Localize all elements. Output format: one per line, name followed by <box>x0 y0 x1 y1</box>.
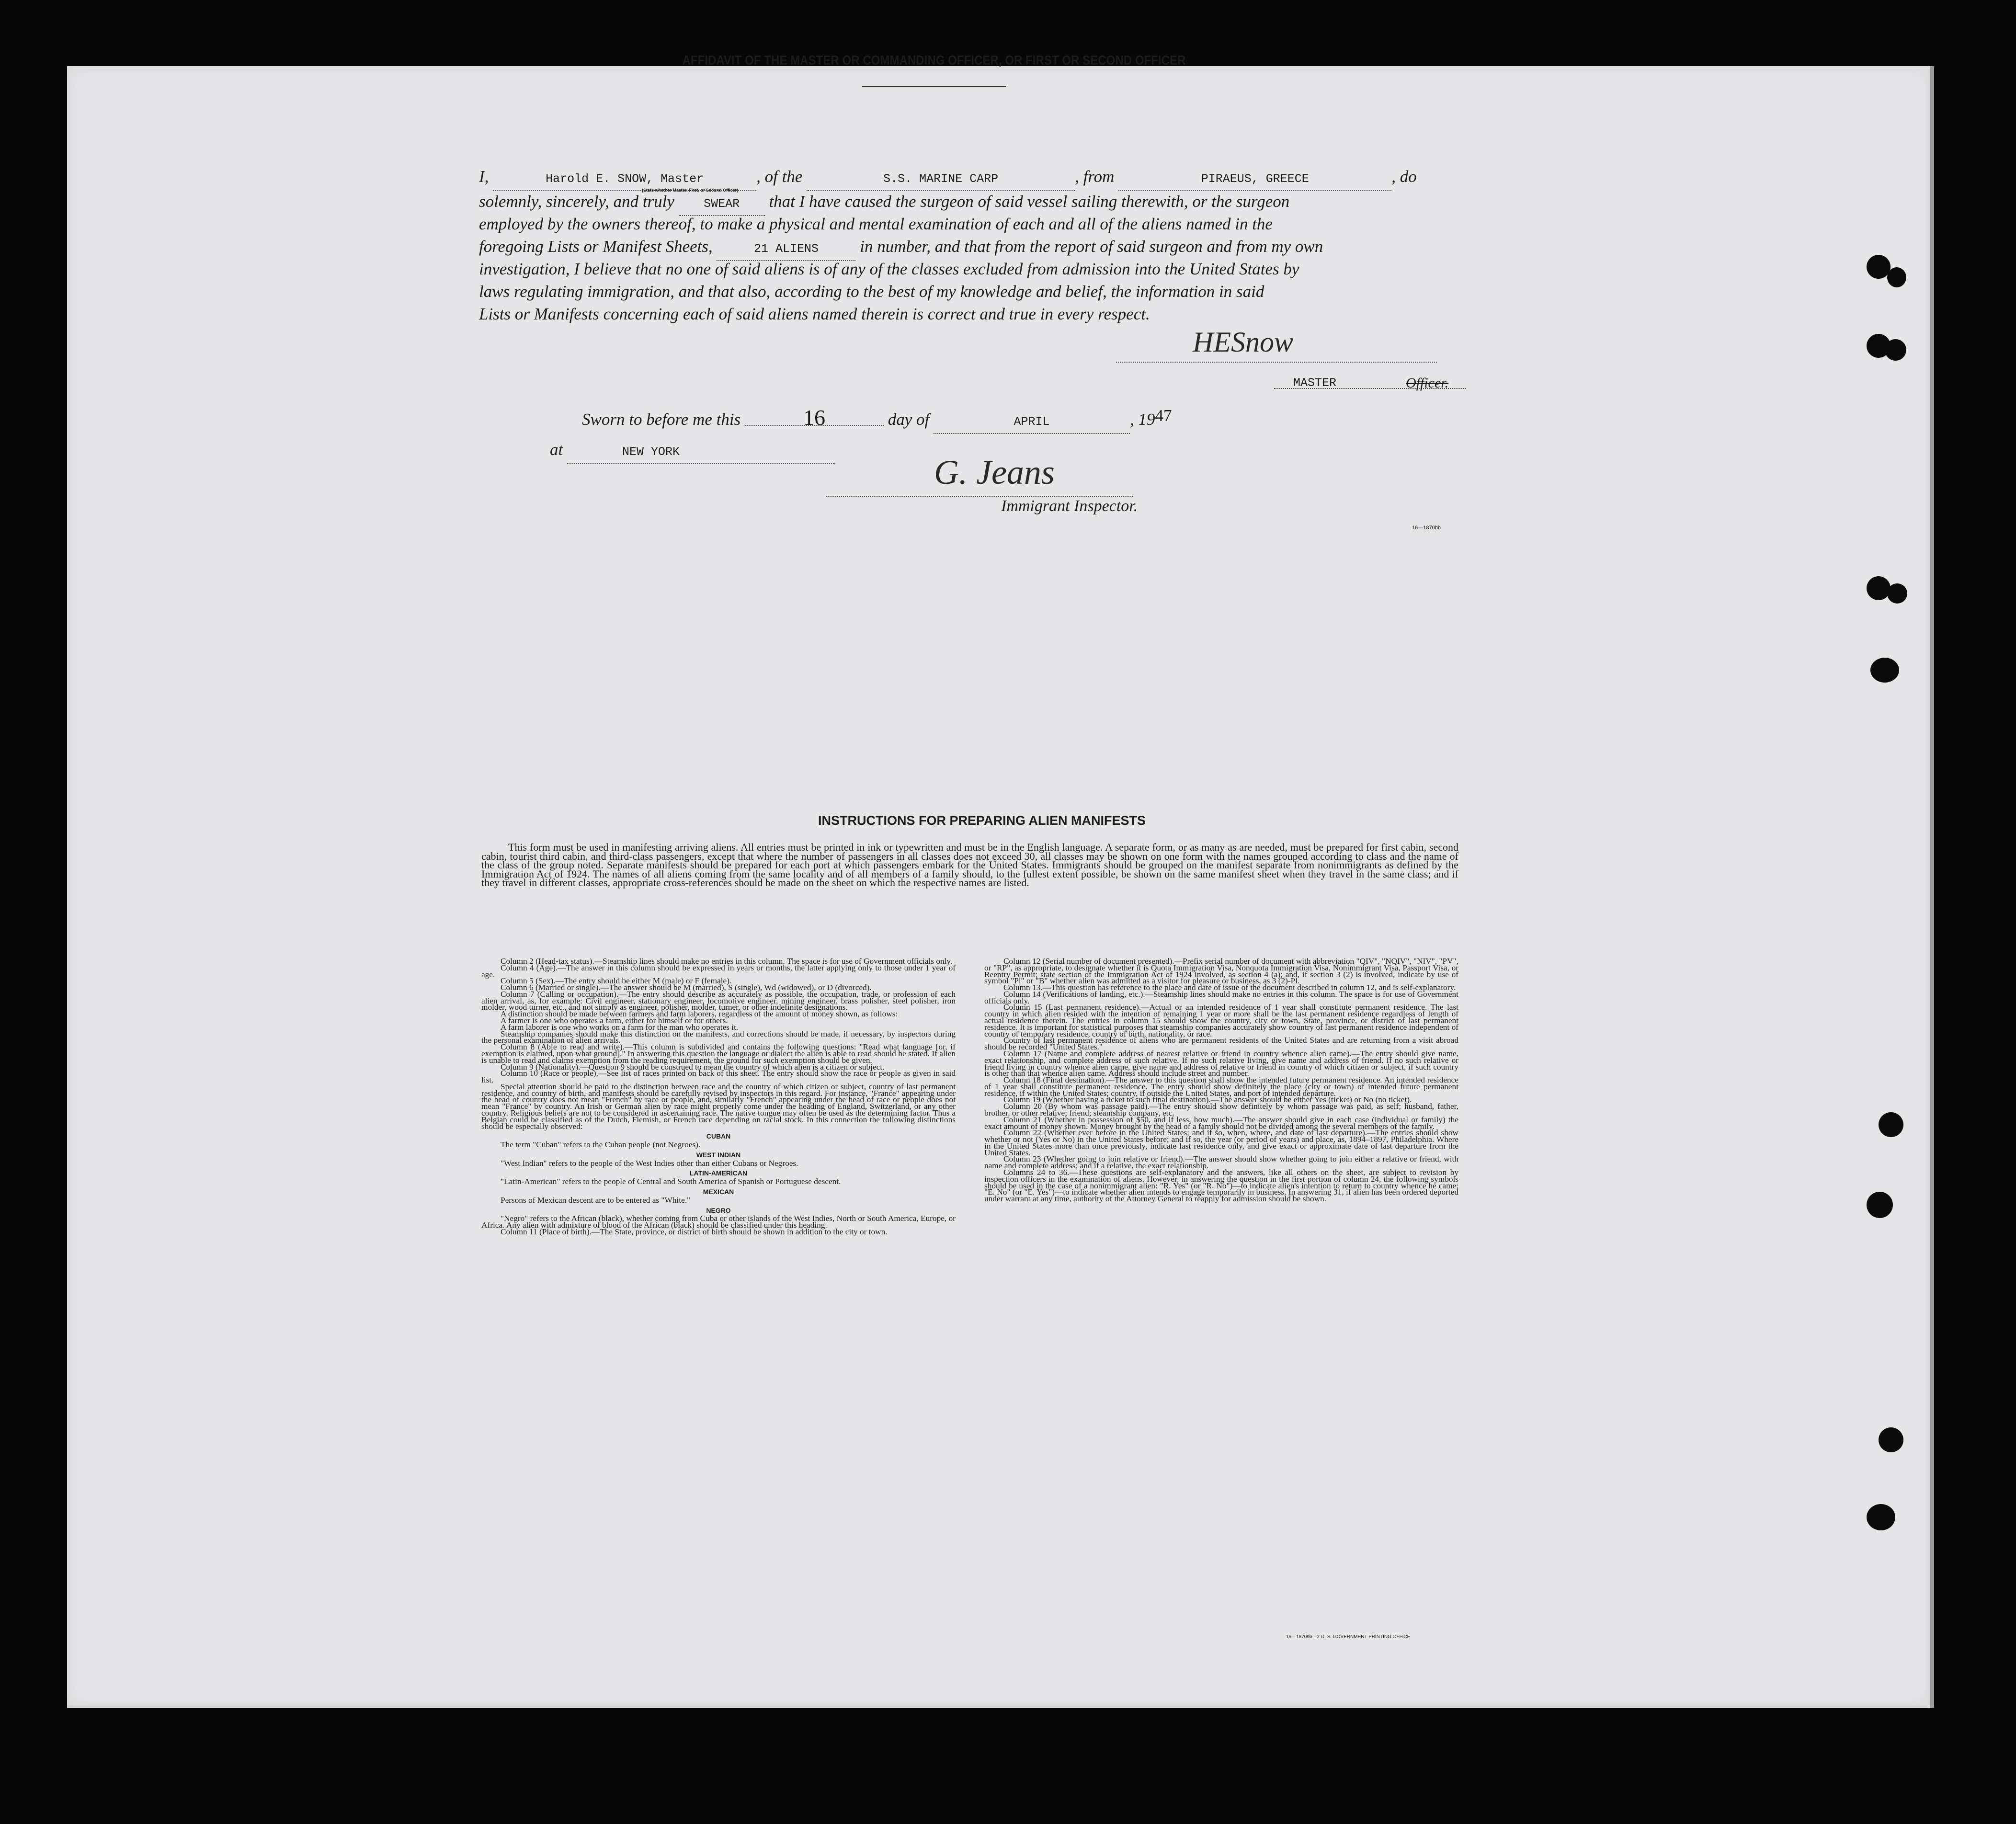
paragraph: A farm laborer is one who works on a farm for the man who operates it. <box>501 1022 739 1032</box>
text: that I have caused the surgeon of said vessel sailing therewith, or the surgeon <box>769 192 1290 211</box>
punch-hole <box>1867 576 1891 600</box>
paragraph: Column 9 (Nationality).—Question 9 should be construed to mean the country of which alien is a citizen or subject. <box>501 1062 885 1072</box>
text: solemnly, sincerely, and truly <box>479 192 674 211</box>
inspector-signature: G. Jeans <box>934 453 1055 491</box>
affidavit-line-6: laws regulating immigration, and that also, according to the best of my knowledge and belief, the information in said <box>479 282 1264 301</box>
text: , do <box>1391 167 1417 186</box>
punch-hole <box>1885 339 1906 361</box>
paragraph: "West Indian" refers to the people of the West Indies other than either Cubans or Negroes. <box>501 1158 798 1168</box>
text: I, <box>479 167 489 186</box>
subheading-cuban: CUBAN <box>706 1132 731 1140</box>
instructions-left-column <box>481 958 956 1235</box>
year-field[interactable]: 47 <box>1155 406 1172 425</box>
subheading-negro: NEGRO <box>706 1206 731 1214</box>
paragraph: Column 14 (Verifications of landing, etc.).—Steamship lines should make no entries in this column. The space is for use of Government officials only. <box>984 989 1458 1005</box>
struck-officer-word: Officer. <box>1406 375 1449 391</box>
punch-hole <box>1879 1427 1903 1452</box>
paragraph: Steamship companies should make this distinction on the manifests, and corrections should be made, if necessary, by inspectors during the personal examination of alien arrivals. <box>481 1029 956 1045</box>
text: , from <box>1075 167 1115 186</box>
paragraph: Column 18 (Final destination).—The answer to this question shall show the intended future permanent residence. An intended residence of 1 year shall constitute permanent residence. The entry should show definitely the place (city or town) of intended future permanent residence, if within the United States; country, if outside the United States, and port of intended departure. <box>984 1075 1458 1098</box>
paragraph: Column 6 (Married or single).—The answer should be M (married), S (single), Wd (widowed), or D (divorced). <box>501 983 872 992</box>
place-line <box>550 438 885 464</box>
form-code: 16—1870bb <box>1412 525 1441 531</box>
paragraph: "Latin-American" refers to the people of Central and South America of Spanish or Portuguese descent. <box>501 1177 841 1186</box>
affidavit-line-5: investigation, I believe that no one of said aliens is of any of the classes excluded from admission into the United States by <box>479 260 1299 278</box>
paragraph: Column 5 (Sex).—The entry should be either M (male) or F (female). <box>501 976 732 986</box>
month-field[interactable]: APRIL <box>934 410 1130 434</box>
text: Sworn to before me this <box>582 410 741 429</box>
master-signature: HESnow <box>1193 326 1293 358</box>
paragraph: Column 22 (Whether ever before in the United States; and if so, when, where, and date of last departure).—The entries should show whether or not (Yes or No) in the United States before; and if so, the year (or period of years) and place, as, 1894–1897, Philadelphia. Where in the United States more than once previously, indicate last residence only, and give exact or approximate date of last departure from the United States. <box>984 1128 1458 1157</box>
title-rule <box>862 86 1006 87</box>
paragraph: Column 20 (By whom was passage paid).—The entry should show definitely by whom passage was paid, as self; husband, father, brother, or other relative; friend; steamship company, etc. <box>984 1102 1458 1117</box>
paragraph: Column 15 (Last permanent residence).—Actual or an intended residence of 1 year shall constitute permanent residence. The last country in which alien resided with the intention of remaining 1 year or more shall be the last permanent residence regardless of length of actual residence therein. The entries in column 15 should show the country, city or town, State, province, or district of last permanent residence. It is important for statistical purposes that steamship companies accurately show country of last permanent residence independent of country of temporary residence, country of birth, nationality, or race. <box>984 1003 1458 1038</box>
affidavit-line-4 <box>479 235 1461 261</box>
punch-hole <box>1867 1504 1895 1530</box>
paragraph: Column 4 (Age).—The answer in this column should be expressed in years or months, the latter applying only to those under 1 year of age. <box>481 963 956 979</box>
paragraph: Persons of Mexican descent are to be entered as "White." <box>501 1195 691 1205</box>
master-name-field[interactable]: Harold E. SNOW, Master <box>493 168 756 191</box>
punch-hole <box>1879 1112 1903 1137</box>
affidavit-title: AFFIDAVIT OF THE MASTER OR COMMANDING OFFICER, OR FIRST OR SECOND OFFICER <box>682 53 1186 68</box>
text: at <box>550 440 563 459</box>
vessel-field[interactable]: S.S. MARINE CARP <box>807 168 1075 191</box>
text: day of <box>888 410 930 429</box>
page-edge <box>1930 66 1934 1708</box>
affidavit-line-2 <box>479 190 1461 216</box>
port-field[interactable]: PIRAEUS, GREECE <box>1118 168 1391 191</box>
paragraph: A distinction should be made between farmers and farm laborers, regardless of the amount of money shown, as follows: <box>501 1009 898 1019</box>
capacity-field: MASTER <box>1293 376 1337 390</box>
instructions-right-column <box>984 958 1458 1202</box>
sworn-line <box>582 405 1253 434</box>
punch-hole <box>1867 1192 1893 1218</box>
signature-line <box>1116 362 1437 363</box>
paragraph: Column 21 (Whether in possession of $50, and if less, how much).—The answer should give in each case (individual or family) the exact amount of money shown. Money brought by the head of a family should not be divided among the several members of the family. <box>984 1115 1458 1131</box>
instructions-intro: This form must be used in manifesting arriving aliens. All entries must be printed in ink or typewritten and must be in the English language. A separate form, or as many as are needed, must be prepared for first cabin, second cabin, tourist third cabin, and third-class passengers, except that where the number of passengers in all classes does not exceed 30, all classes may be shown on one form with the names grouped according to class and the name of the class of the group noted. Separate manifests should be prepared for each port at which passengers embark for the United States. Immigrants should be grouped on the manifest separate from nonimmigrants as defined by the Immigration Act of 1924. The names of all aliens coming from the same locality and of all members of a family should, to the fullest extent possible, be shown on the same manifest sheet when they travel in the same class; and if they travel in different classes, appropriate cross-references should be made on the sheet on which the respective names are listed. <box>481 841 1458 889</box>
affidavit-line-3: employed by the owners thereof, to make a physical and mental examination of each and all of the aliens named in the <box>479 215 1273 233</box>
paragraph: Column 13.—This question has reference to the place and date of issue of the document described in column 12, and is self-explanatory. <box>1003 983 1456 992</box>
paragraph: The term "Cuban" refers to the Cuban people (not Negroes). <box>501 1140 701 1150</box>
inspector-label: Immigrant Inspector. <box>1001 497 1138 515</box>
paragraph: Column 7 (Calling or occupation).—The entry should describe as accurately as possible, the occupation, trade, or profession of each alien arrival, as, for example: Civil engineer, stationary engineer, locomotive engineer, mining engineer, brass polisher, steel polisher, iron molder, wood turner, etc., and not simply as engineer, polisher, molder, turner, or other indefinite designations. <box>481 989 956 1012</box>
affidavit-line-7: Lists or Manifests concerning each of said aliens named therein is correct and true in every respect. <box>479 305 1150 323</box>
paragraph: Column 23 (Whether going to join relative or friend).—The answer should show whether going to join either a relative or friend, with name and complete address; and if a relative, the exact relationship. <box>984 1154 1458 1171</box>
alien-count-field[interactable]: 21 ALIENS <box>717 238 855 261</box>
paragraph: Columns 24 to 36.—These questions are self-explanatory and the answers, like all others on the sheet, are subject to revision by inspection officers in the examination of aliens. However, in answering the question in the first portion of column 24, the following symbols should be used in the case of a nonimmigrant alien: "R. Yes" (or "R. No")—to indicate alien's intention to return to country whence he came; "E. No" (or "E. Yes")—to indicate whether alien intends to engage temporarily in business. In answering 31, if alien has been ordered deported under warrant at any time, authority of the Attorney General to reapply for admission should be shown. <box>984 1168 1458 1204</box>
officer-note: (State whether Master, First, or Second Officer) <box>642 188 739 193</box>
paragraph: Column 2 (Head-tax status).—Steamship lines should make no entries in this column. The space is for use of Government officials only. <box>501 957 953 966</box>
subheading-mexican: MEXICAN <box>703 1188 734 1196</box>
instructions-title: INSTRUCTIONS FOR PREPARING ALIEN MANIFESTS <box>818 813 1146 828</box>
oath-field[interactable]: SWEAR <box>679 193 765 216</box>
printing-office-footer: 16—18709b—2 U. S. GOVERNMENT PRINTING OFFICE <box>1286 1634 1411 1640</box>
subheading-west-indian: WEST INDIAN <box>696 1151 741 1159</box>
paragraph: Column 12 (Serial number of document presented).—Prefix serial number of document with abbreviation "QIV", "NQIV", "NIV", "PV", or "RP", as appropriate, to designate whether it is Quota Immigration Visa, Nonquota Immigration Visa, Nonimmigrant Visa, Passport Visa, or Reentry Permit; state section of the Immigration Act of 1924 involved, as section 4 (a); and, if section 3 (2) is involved, indicate by use of symbol "Pl" or "B" whether alien was admitted as a visitor for pleasure or business, as 3 (2)-Pl. <box>984 957 1458 986</box>
punch-hole <box>1870 658 1899 683</box>
paragraph: Column 10 (Race or people).—See list of races printed on back of this sheet. The entry should show the race or people as given in said list. <box>481 1069 956 1085</box>
inspector-signature-line <box>826 496 1133 497</box>
paragraph: Column 19 (Whether having a ticket to such final destination).—The answer should be either Yes (ticket) or No (no ticket). <box>1003 1095 1412 1105</box>
affidavit-line-1 <box>479 165 1461 191</box>
punch-hole <box>1887 267 1906 287</box>
punch-hole <box>1887 583 1907 604</box>
paragraph: Special attention should be paid to the distinction between race and the country of which citizen or subject, country of last permanent residence, and country of birth, and manifests should be carefully revised by inspectors in this regard. For instance, "France" appearing under the head of country does not mean "French" by race or people, and, similarly "French" appearing under the head of race or people does not mean "France" by country. An Irish or German alien by race might properly come under the heading of England, Switzerland, or any other country. Religious beliefs are not to be considered in ascertaining race. The native tongue may often be used as the determining factor. Thus a Belgian could be classified as of the Dutch, Flemish, or French race depending on racial stock. In this connection the following distinctions should be especially observed: <box>481 1082 956 1131</box>
text: , of the <box>756 167 803 186</box>
paragraph: A farmer is one who operates a farm, either for himself or for others. <box>501 1016 728 1026</box>
text: , 19 <box>1129 410 1155 429</box>
day-field[interactable]: 16 <box>745 410 884 426</box>
paragraph: Country of last permanent residence of aliens who are permanent residents of the United States and are returning from a visit abroad should be recorded "United States." <box>984 1036 1458 1052</box>
subheading-latin-american: LATIN-AMERICAN <box>689 1169 748 1177</box>
text: in number, and that from the report of said surgeon and from my own <box>860 237 1323 256</box>
text: foregoing Lists or Manifest Sheets, <box>479 237 713 256</box>
paragraph: Column 8 (Able to read and write).—This column is subdivided and contains the following questions: "Read what language [or, if exemption is claimed, upon what ground]." In answering this question the language or dialect the alien is able to read should be stated. If alien is unable to read and claims exemption from the reading requirement, the ground for such exemption should be given. <box>481 1042 956 1065</box>
place-field[interactable]: NEW YORK <box>567 441 835 464</box>
paragraph: Column 17 (Name and complete address of nearest relative or friend in country whence alien came).—The entry should give name, exact relationship, and complete address of such relative. If no such relative living, give name and address of friend. If no such relative or friend living in country whence alien came, give name and address of relative or friend in country of which citizen or subject, if such country is other than that whence alien came. Address should include street and number. <box>984 1049 1458 1078</box>
paragraph: "Negro" refers to the African (black), whether coming from Cuba or other islands of the West Indies, North or South America, Europe, or Africa. Any alien with admixture of blood of the African (black) should be classified under this heading. <box>481 1214 956 1230</box>
paragraph: Column 11 (Place of birth).—The State, province, or district of birth should be shown in addition to the city or town. <box>501 1227 888 1236</box>
